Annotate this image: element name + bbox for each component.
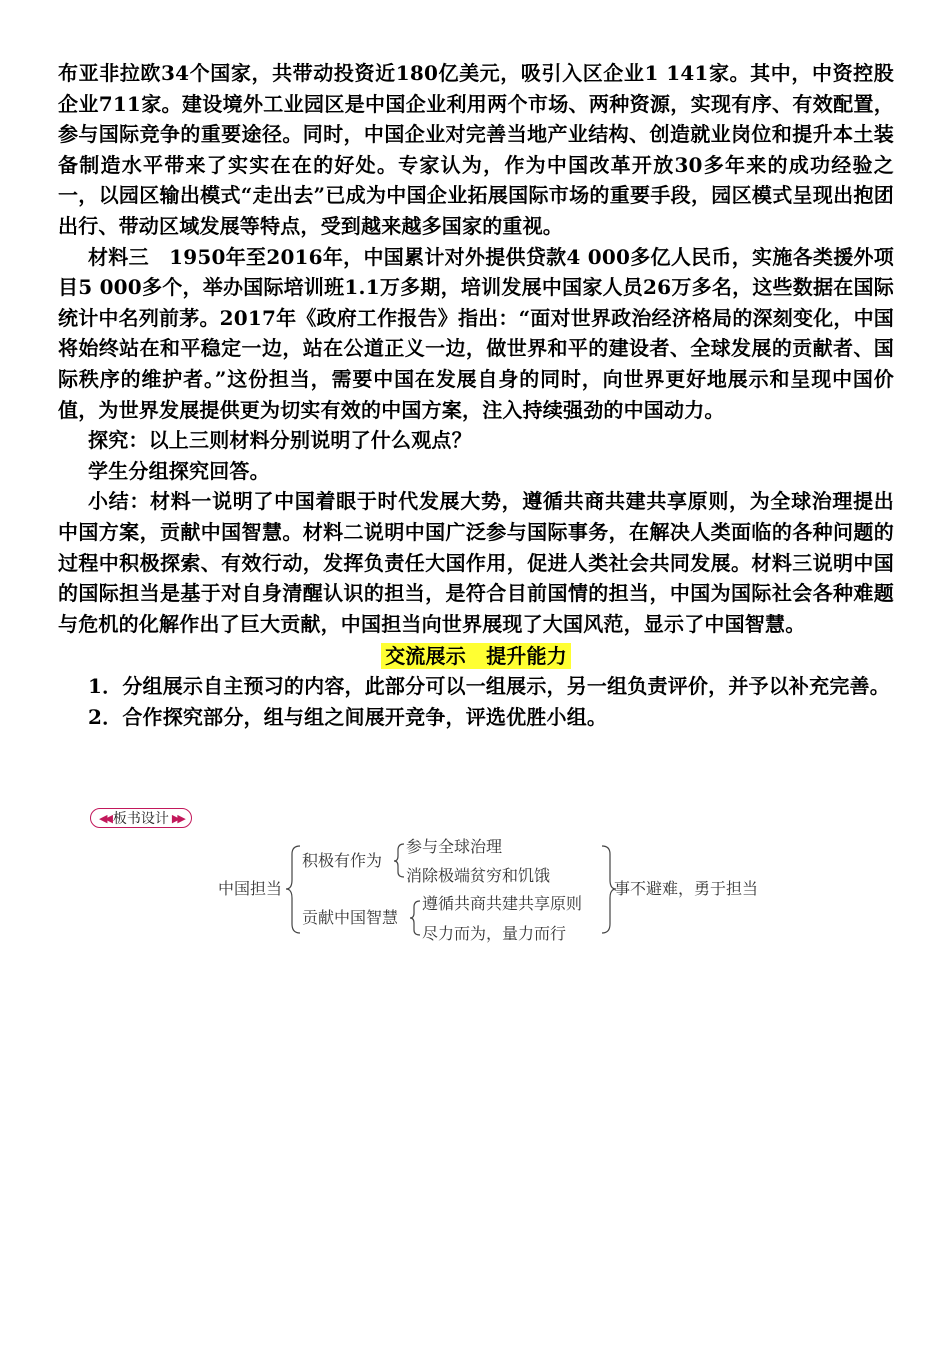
- section-heading-wrap: [58, 641, 894, 671]
- paragraph-material-three: 材料三 1950年至2016年，中国累计对外提供贷款4 000多亿人民币，实施各类援外项目5 000多个，举办国际培训班1.1万多期，培训发展中国家人员26万多名，这些数据在国际统计中名列前茅。2017年《政府工作报告》指出：“面对世界政治经济格局的深刻变化，中国将始终站在和平稳定一边，站在公道正义一边，做世界和平的建设者、全球发展的贡献者、国际秩序的维护者。”这份担当，需要中国在发展自身的同时，向世界更好地展示和呈现中国价值，为世界发展提供更为切实有效的中国方案，注入持续强劲的中国动力。: [58, 244, 894, 422]
- branch2-brace: [410, 901, 420, 935]
- paragraph-material-two-cont: 布亚非拉欧34个国家，共带动投资近180亿美元，吸引入区企业1 141家。其中，中资控股企业711家。建设境外工业园区是中国企业利用两个市场、两种资源，实现有序、有效配置，参与国际竞争的重要途径。同时，中国企业对完善当地产业结构、创造就业岗位和提升本土装备制造水平带来了实实在在的好处。专家认为，作为中国改革开放30多年来的成功经验之一，以园区输出模式“走出去”已成为中国企业拓展国际市场的重要手段，园区模式呈现出抱团出行、带动区域发展等特点，受到越来越多国家的重视。: [58, 61, 894, 238]
- paragraph-inquiry: 探究：以上三则材料分别说明了什么观点？: [88, 428, 472, 453]
- board-design-label: 板书设计: [112, 811, 169, 827]
- diagram-conclusion: 事不避难，勇于担当: [614, 879, 759, 898]
- document-body: [58, 58, 894, 732]
- right-double-arrow-icon: ▶▶: [171, 811, 183, 825]
- diagram-branch1-item2: 消除极端贫穷和饥饿: [406, 866, 551, 885]
- section-heading: 交流展示 提升能力: [381, 643, 571, 669]
- paragraph-group-answer: 学生分组探究回答。: [88, 458, 270, 483]
- branch1-brace: [394, 844, 404, 877]
- diagram-root: 中国担当: [218, 879, 283, 898]
- paragraph-summary: 小结：材料一说明了中国着眼于时代发展大势，遵循共商共建共享原则，为全球治理提出中国方案，贡献中国智慧。材料二说明中国广泛参与国际事务，在解决人类面临的各种问题的过程中积极探索、有效行动，发挥负责任大国作用，促进人类社会共同发展。材料三说明中国的国际担当是基于对自身清醒认识的担当，是符合目前国情的担当，中国为国际社会各种难题与危机的化解作出了巨大贡献，中国担当向世界展现了大国风范，显示了中国智慧。: [58, 489, 894, 636]
- diagram-branch1: 积极有作为: [302, 851, 383, 870]
- list-item-1: 1．分组展示自主预习的内容，此部分可以一组展示，另一组负责评价，并予以补充完善。: [88, 674, 890, 699]
- main-brace: [286, 846, 300, 933]
- left-double-arrow-icon: ◀◀: [99, 811, 110, 825]
- diagram-branch1-item1: 参与全球治理: [406, 837, 503, 856]
- list-item-2: 2．合作探究部分，组与组之间展开竞争，评选优胜小组。: [88, 704, 608, 729]
- diagram-branch2-item2: 尽力而为，量力而行: [422, 924, 567, 943]
- diagram-branch2-item1: 遵循共商共建共享原则: [422, 894, 583, 913]
- board-design-badge: [90, 808, 192, 828]
- diagram-branch2: 贡献中国智慧: [302, 908, 399, 927]
